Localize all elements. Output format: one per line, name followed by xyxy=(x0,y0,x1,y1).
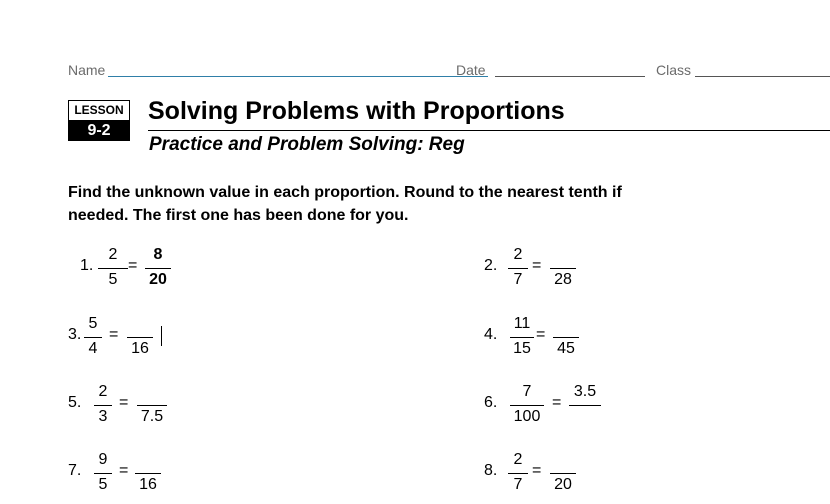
problem-number: 2. xyxy=(484,257,498,274)
numerator: 9 xyxy=(98,451,108,468)
fraction-bar xyxy=(135,473,161,474)
fraction-bar xyxy=(98,268,128,269)
date-label: Date xyxy=(456,62,486,78)
text-cursor xyxy=(161,326,162,346)
problem-number: 1. xyxy=(80,257,94,274)
class-label: Class xyxy=(656,62,692,78)
equals-sign: = xyxy=(119,462,129,479)
denominator: 20 xyxy=(149,271,167,288)
name-field[interactable] xyxy=(108,76,488,77)
denominator: 5 xyxy=(108,271,118,288)
equals-sign: = xyxy=(532,462,542,479)
fraction-bar xyxy=(553,337,579,338)
denominator: 7.5 xyxy=(140,408,164,425)
denominator: 15 xyxy=(513,340,531,357)
problem-number: 5. xyxy=(68,394,82,411)
denominator: 5 xyxy=(98,476,108,493)
numerator: 3.5 xyxy=(573,383,597,400)
problem-number: 4. xyxy=(484,326,498,343)
numerator: 2 xyxy=(513,246,523,263)
page-title: Solving Problems with Proportions xyxy=(148,97,565,125)
fraction-bar xyxy=(137,405,167,406)
page-subtitle: Practice and Problem Solving: Reg xyxy=(149,134,465,155)
equals-sign: = xyxy=(119,394,129,411)
equals-sign: = xyxy=(128,257,138,274)
lesson-number: 9-2 xyxy=(69,120,129,140)
denominator: 16 xyxy=(139,476,157,493)
fraction-bar xyxy=(508,268,528,269)
fraction-bar xyxy=(510,405,544,406)
problem-number: 7. xyxy=(68,462,82,479)
denominator: 7 xyxy=(513,476,523,493)
fraction-bar xyxy=(550,473,576,474)
numerator: 2 xyxy=(98,383,108,400)
name-label: Name xyxy=(68,62,106,78)
title-divider xyxy=(148,130,830,131)
equals-sign: = xyxy=(109,326,119,343)
problem-number: 8. xyxy=(484,462,498,479)
equals-sign: = xyxy=(552,394,562,411)
lesson-badge xyxy=(68,100,130,141)
numerator: 2 xyxy=(108,246,118,263)
denominator: 45 xyxy=(557,340,575,357)
numerator: 5 xyxy=(88,315,98,332)
fraction-bar xyxy=(510,337,534,338)
denominator: 7 xyxy=(513,271,523,288)
fraction-bar xyxy=(550,268,576,269)
fraction-bar xyxy=(508,473,528,474)
fraction-bar xyxy=(84,337,102,338)
fraction-bar xyxy=(127,337,153,338)
date-field[interactable] xyxy=(495,76,645,77)
fraction-bar xyxy=(145,268,171,269)
numerator: 11 xyxy=(513,315,531,332)
class-field[interactable] xyxy=(695,76,830,77)
problem-number: 6. xyxy=(484,394,498,411)
equals-sign: = xyxy=(532,257,542,274)
fraction-bar xyxy=(569,405,601,406)
denominator: 28 xyxy=(554,271,572,288)
denominator: 3 xyxy=(98,408,108,425)
denominator: 16 xyxy=(131,340,149,357)
equals-sign: = xyxy=(536,326,546,343)
instructions: Find the unknown value in each proportion. Round to the nearest tenth if needed. The first one has been done for you. xyxy=(68,184,622,224)
numerator: 8 xyxy=(153,246,163,263)
fraction-bar xyxy=(94,473,112,474)
fraction-bar xyxy=(94,405,112,406)
denominator: 20 xyxy=(554,476,572,493)
numerator: 7 xyxy=(522,383,532,400)
denominator: 100 xyxy=(513,408,541,425)
lesson-word: LESSON xyxy=(69,101,129,120)
problem-number: 3. xyxy=(68,326,82,343)
numerator: 2 xyxy=(513,451,523,468)
denominator: 4 xyxy=(88,340,98,357)
